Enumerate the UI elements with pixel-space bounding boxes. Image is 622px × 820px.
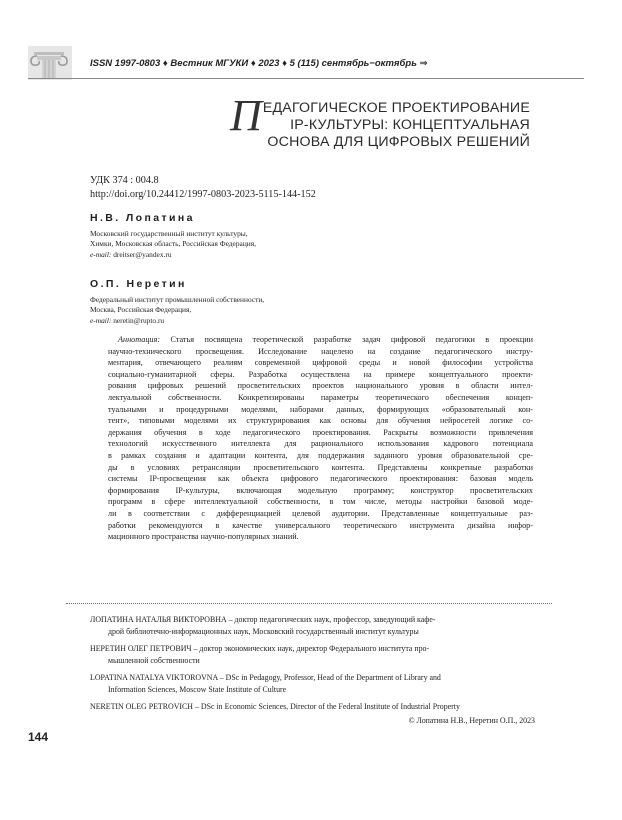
affiliation-line: Химки, Московская область, Российская Федерация, [90, 239, 256, 249]
abstract-line [108, 334, 533, 346]
abstract-line: формирования IP-культуры, включающая модельную программу; конструктор просветительских [108, 485, 533, 495]
author-affiliation-2 [90, 295, 264, 326]
author-info-entry [90, 672, 535, 696]
author-info-line: НЕРЕТИН ОЛЕГ ПЕТРОВИЧ – доктор экономических наук, директор Федерального института про- [90, 644, 430, 653]
title-line-2: IP-КУЛЬТУРЫ: КОНЦЕПТУАЛЬНАЯ [290, 117, 530, 133]
email-address[interactable]: dreitser@yandex.ru [113, 249, 172, 259]
author-info-line: мышленной собственности [108, 656, 200, 666]
doi-link[interactable]: http://doi.org/10.24412/1997-0803-2023-5115-144-152 [90, 189, 316, 200]
author-info-line: Information Sciences, Moscow State Institute of Culture [108, 685, 287, 695]
abstract-label: Аннотация: [118, 335, 161, 344]
abstract-line: технологий искусственного интеллекта для рационального использования кадрового потенциала [108, 439, 533, 449]
author-info-line: NERETIN OLEG PETROVICH – DSc in Economic Sciences, Director of the Federal Institute of Industrial Property [90, 702, 460, 711]
author-info-line: LOPATINA NATALYA VIKTOROVNA – DSc in Pedagogy, Professor, Head of the Department of Library and [90, 673, 441, 682]
author-email-1 [90, 250, 256, 260]
copyright-notice: © Лопатина Н.В., Неретин О.П., 2023 [408, 716, 535, 726]
title-drop-cap: П [230, 91, 262, 140]
abstract-line: тент», типовыми моделями их структурирования как основы для обучения нейросетей логике со- [108, 416, 533, 426]
dotted-separator [66, 603, 552, 604]
abstract [108, 334, 533, 543]
author-info [90, 614, 535, 727]
abstract-line: ли в соответствии с дифференциацией целевой аудитории. Представленные концептуальные раз- [108, 508, 533, 518]
author-name-2: О.П. Неретин [90, 278, 187, 290]
author-info-line: дрой библиотечно-информационных наук, Московский государственный институт культуры [108, 627, 419, 637]
abstract-line: системы IP-просвещения как объекта цифрового педагогического проектирования: базовая модель [108, 474, 533, 484]
author-email-2 [90, 316, 264, 326]
abstract-line: туальными и процедурными моделями, наборами данных, формирующих «образовательный кон- [108, 404, 533, 414]
abstract-line: лектуальной собственности. Конкретизированы параметры теоретического обеспечения концеп- [108, 392, 533, 402]
abstract-first-line: Статья посвящена теоретической разработке задач цифровой педагогики в проекции [170, 335, 533, 344]
abstract-line: мационного пространства научно-популярных знаний. [108, 532, 299, 542]
author-name-1: Н.В. Лопатина [90, 212, 195, 224]
title-line-3: ОСНОВА ДЛЯ ЦИФРОВЫХ РЕШЕНИЙ [267, 134, 530, 150]
email-label: e-mail: [90, 315, 112, 325]
abstract-line: держания обучения в ходе педагогического проектирования. Раскрыты возможности привлечения [108, 427, 533, 437]
abstract-line: в рамках создания и адаптации контента, для поддержания заданного уровня образовательной сре- [108, 450, 533, 460]
author-info-entry [90, 614, 535, 638]
affiliation-line: Москва, Российская Федерация, [90, 305, 192, 315]
author-info-line: ЛОПАТИНА НАТАЛЬЯ ВИКТОРОВНА – доктор педагогических наук, профессор, заведующий кафе- [90, 615, 436, 624]
abstract-line: ментария, отвечающего реалиям современной цифровой среды и новой философии устройства [108, 358, 533, 368]
abstract-line: программ в сфере интеллектуальной собственности, в том числе, методы настройки базовой моде- [108, 497, 533, 507]
title-line-1: ЕДАГОГИЧЕСКОЕ ПРОЕКТИРОВАНИЕ [262, 100, 530, 116]
article-title [230, 91, 530, 151]
header-rule [28, 78, 584, 79]
abstract-line: социально-гуманитарной сферы. Разработка осуществлена на примере концептуального проекти- [108, 369, 533, 379]
abstract-line: работки рекомендуются в качестве универсального теоретического инструмента дизайна инфор- [108, 520, 533, 530]
abstract-line: ды в условиях ретрансляции просветительского контента. Представлены конкретные разработки [108, 462, 533, 472]
author-info-entry [90, 643, 535, 667]
affiliation-line: Федеральный институт промышленной собственности, [90, 295, 265, 304]
abstract-line: научно-технического просвещения. Исследование нацелено на создание педагогического инстру- [108, 346, 533, 356]
running-head: ISSN 1997-0803 ♦ Вестник МГУКИ ♦ 2023 ♦ 5 (115) сентябрь−октябрь ⇒ [90, 58, 428, 69]
email-address[interactable]: neretin@rupto.ru [113, 315, 165, 325]
author-affiliation-1 [90, 229, 256, 260]
page-number: 144 [28, 730, 49, 744]
udc-code: УДК 374 : 004.8 [90, 175, 159, 186]
affiliation-line: Московский государственный институт культуры, [90, 229, 248, 238]
ionic-column-icon [28, 46, 72, 80]
author-info-entry [90, 701, 535, 713]
email-label: e-mail: [90, 249, 112, 259]
abstract-line: рования цифровых решений просветительских проектов национального уровня в области интел- [108, 381, 533, 391]
